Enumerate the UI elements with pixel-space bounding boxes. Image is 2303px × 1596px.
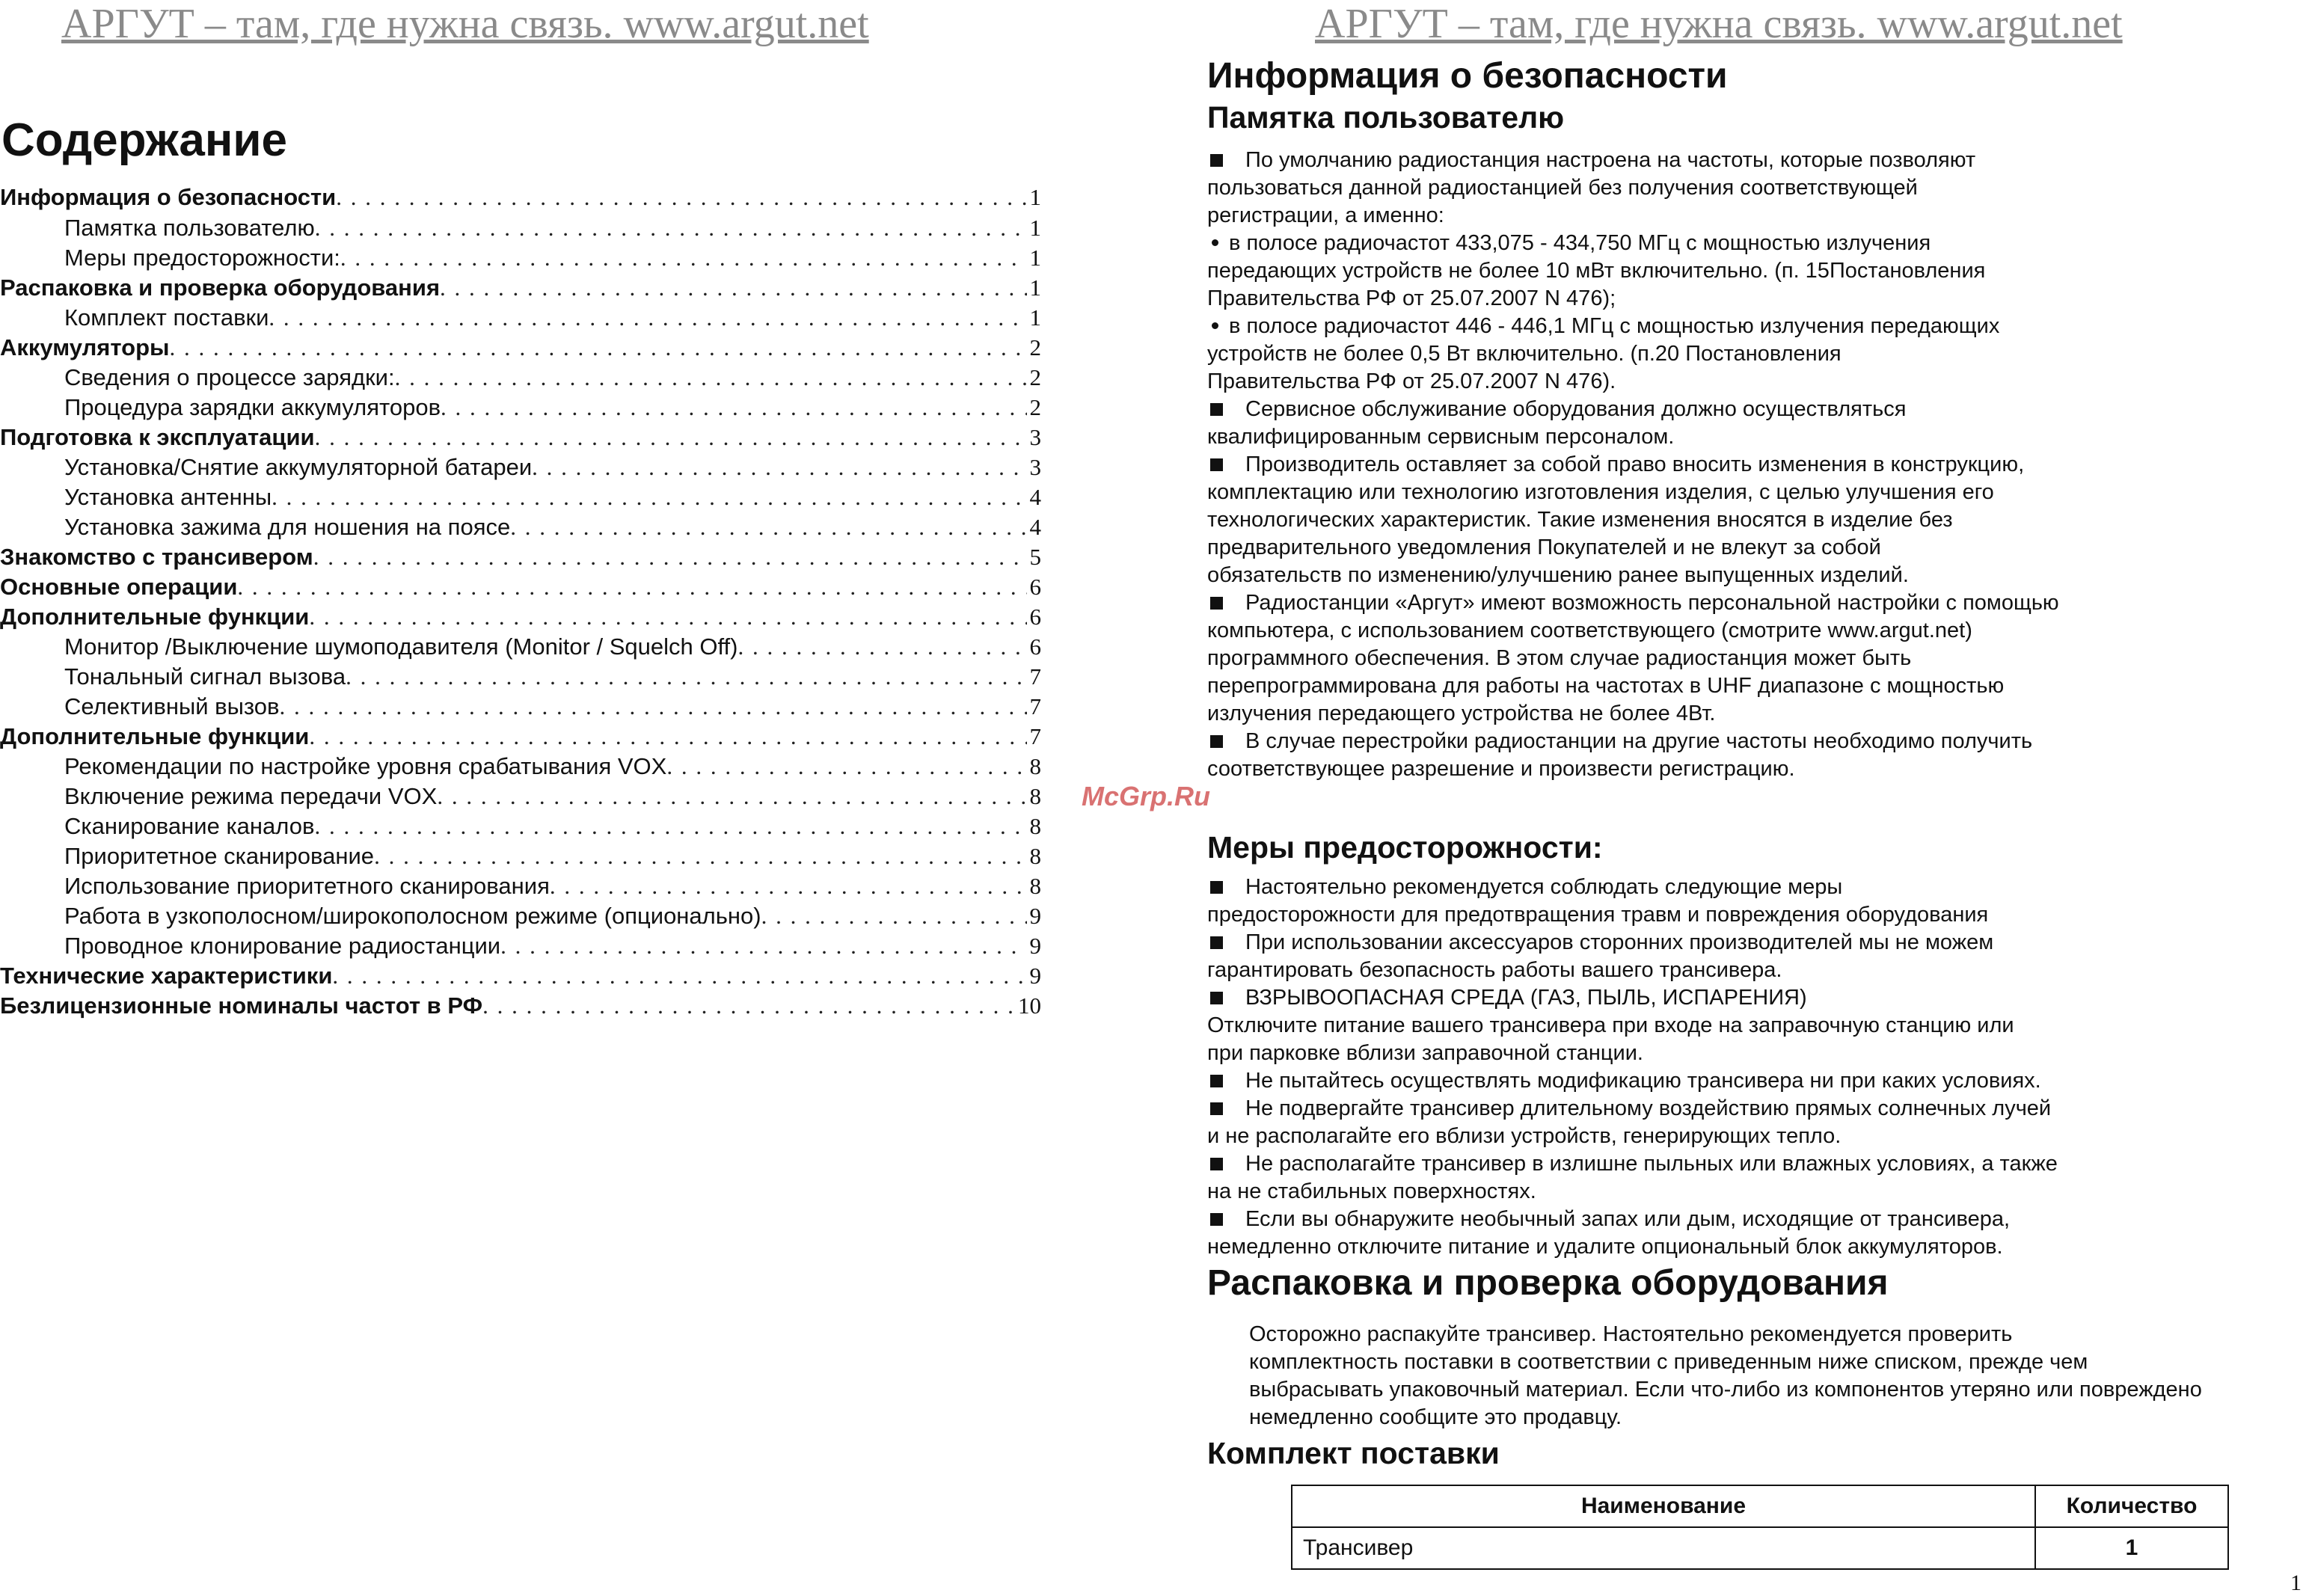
memo-text: По умолчанию радиостанция настроена на частоты, которые позволяют пользоваться данной радиостанцией без получения соответствующей регистрации, а именно: в полосе радиочастот 433,075 - 434,750 МГц с мощностью излучения передающих устройств не более 10 мВт включительно. (п. 15Постановления Правительства РФ от 25.07.2007 N 476); в полосе радиочастот 446 - 446,1 МГц с мощностью излучения передающих устройств не более 0,5 Вт включительно. (п.20 Постановления Правительства РФ от 25.07.2007 N 476). Сервисное обслуживание оборудования должно осуществляться квалифицированным сервисным персоналом. Производитель оставляет за собой право вносить изменения в конструкцию, комплектацию или технологию изготовления изделия, с целью улучшения его технологических характеристик. Такие изменения вносятся в изделие без предварительного уведомления Покупателей и не влекут за собой обязательств по изменению/улучшению ранее выпущенных изделий. Радиостанции «Аргут» имеют возможность персональной настройки с помощью компьютера, с использованием соответствующего (смотрите www.argut.net) программного обеспечения. В этом случае радиостанция может быть перепрограммирована для работы на частотах в UHF диапазоне с мощностью излучения передающего устройства не более 4Вт. В случае перестройки радиостанции на другие частоты необходимо получить соответствующее разрешение и произвести регистрацию. bbox=[1207, 148, 2059, 781]
toc-entry[interactable]: Монитор /Выключение шумоподавителя (Monitor / Squelch Off) . . . 6 bbox=[0, 633, 1041, 663]
toc-entry[interactable]: Дополнительные функции . . . 6 bbox=[0, 604, 1041, 633]
toc-entry[interactable]: Сканирование каналов . . . 8 bbox=[0, 813, 1041, 843]
header-right: АРГУТ – там, где нужна связь. www.argut.net bbox=[1315, 1, 2123, 47]
square-bullet-icon bbox=[1210, 597, 1223, 610]
toc-entry[interactable]: Знакомство с трансивером . . . 5 bbox=[0, 544, 1041, 574]
toc-entry[interactable]: Аккумуляторы . . . 2 bbox=[0, 334, 1041, 364]
toc-title: Содержание bbox=[1, 114, 287, 166]
toc-entry[interactable]: Установка антенны . . . 4 bbox=[0, 484, 1041, 514]
precautions-title: Меры предосторожности: bbox=[1207, 830, 1603, 865]
toc-entry[interactable]: Процедура зарядки аккумуляторов . . . 2 bbox=[0, 394, 1041, 424]
toc-entry[interactable]: Дополнительные функции . . . 7 bbox=[0, 723, 1041, 753]
square-bullet-icon bbox=[1210, 154, 1223, 167]
toc-entry[interactable]: Установка зажима для ношения на поясе . . . 4 bbox=[0, 514, 1041, 544]
toc-entry[interactable]: Подготовка к эксплуатации . . . 3 bbox=[0, 424, 1041, 454]
toc-entry[interactable]: Памятка пользователю . . . 1 bbox=[0, 215, 1041, 245]
square-bullet-icon bbox=[1210, 403, 1223, 416]
watermark: McGrp.Ru bbox=[1082, 781, 1211, 811]
square-bullet-icon bbox=[1210, 992, 1223, 1004]
unpacking-title: Распаковка и проверка оборудования bbox=[1207, 1263, 1889, 1303]
toc-entry[interactable]: Технические характеристики . . . 9 bbox=[0, 963, 1041, 992]
table-header-row bbox=[1292, 1485, 2228, 1527]
table-cell: 1 bbox=[2035, 1527, 2228, 1569]
toc-entry[interactable]: Меры предосторожности: . . . 1 bbox=[0, 245, 1041, 274]
column-header-quantity: Количество bbox=[2035, 1485, 2228, 1527]
square-bullet-icon bbox=[1210, 1075, 1223, 1087]
square-bullet-icon bbox=[1210, 936, 1223, 949]
kit-title: Комплект поставки bbox=[1207, 1436, 1500, 1470]
table-row bbox=[1292, 1527, 2228, 1569]
square-bullet-icon bbox=[1210, 458, 1223, 471]
square-bullet-icon bbox=[1210, 1102, 1223, 1115]
toc-entry[interactable]: Приоритетное сканирование . . . 8 bbox=[0, 843, 1041, 873]
toc-entry[interactable]: Распаковка и проверка оборудования . . . 1 bbox=[0, 274, 1041, 304]
table-cell: Трансивер bbox=[1292, 1527, 2035, 1569]
memo-title: Памятка пользователю bbox=[1207, 100, 1565, 135]
kit-table bbox=[1291, 1485, 2229, 1570]
toc-entry[interactable]: Селективный вызов . . . 7 bbox=[0, 693, 1041, 723]
square-bullet-icon bbox=[1210, 1158, 1223, 1170]
toc-entry[interactable]: Тональный сигнал вызова . . . 7 bbox=[0, 663, 1041, 693]
toc-entry[interactable]: Основные операции . . . 6 bbox=[0, 574, 1041, 604]
dot-bullet-icon bbox=[1212, 322, 1218, 329]
unpacking-text: Осторожно распакуйте трансивер. Настоятельно рекомендуется проверить комплектность поставки в соответствии с приведенным ниже списком, прежде чем выбрасывать упаковочный материал. Если что-либо из компонентов утеряно или повреждено немедленно сообщите это продавцу. bbox=[1249, 1322, 2202, 1429]
column-header-name: Наименование bbox=[1292, 1485, 2035, 1527]
toc-entry[interactable]: Включение режима передачи VOX . . . 8 bbox=[0, 783, 1041, 813]
toc-entry[interactable]: Использование приоритетного сканирования . . . 8 bbox=[0, 873, 1041, 903]
square-bullet-icon bbox=[1210, 881, 1223, 894]
toc-entry[interactable]: Рекомендации по настройке уровня срабатывания VOX . . . 8 bbox=[0, 753, 1041, 783]
toc-entry[interactable]: Работа в узкополосном/широкополосном режиме (опционально) . . . 9 bbox=[0, 903, 1041, 933]
toc-entry[interactable]: Безлицензионные номиналы частот в РФ . . . 10 bbox=[0, 992, 1041, 1022]
toc-entry[interactable]: Сведения о процессе зарядки: . . . 2 bbox=[0, 364, 1041, 394]
square-bullet-icon bbox=[1210, 1213, 1223, 1226]
safety-title: Информация о безопасности bbox=[1207, 56, 1728, 96]
header-left: АРГУТ – там, где нужна связь. www.argut.net bbox=[61, 1, 869, 47]
page-number: 1 bbox=[2290, 1571, 2302, 1595]
precautions-text: Настоятельно рекомендуется соблюдать следующие меры предосторожности для предотвращения травм и повреждения оборудования При использовании аксессуаров сторонних производителей мы не можем гарантировать безопасность работы вашего трансивера. ВЗРЫВООПАСНАЯ СРЕДА (ГАЗ, ПЫЛЬ, ИСПАРЕНИЯ) Отключите питание вашего трансивера при входе на заправочную станцию или при парковке вблизи заправочной станции. Не пытайтесь осуществлять модификацию трансивера ни при каких условиях. Не подвергайте трансивер длительному воздействию прямых солнечных лучей и не располагайте его вблизи устройств, генерирующих тепло. Не располагайте трансивер в излишне пыльных или влажных условиях, а также на не стабильных поверхностях. Если вы обнаружите необычный запах или дым, исходящие от трансивера, немедленно отключите питание и удалите опциональный блок аккумуляторов. bbox=[1207, 875, 2058, 1259]
toc-entry[interactable]: Информация о безопасности . . . 1 bbox=[0, 184, 1041, 214]
toc-entry[interactable]: Установка/Снятие аккумуляторной батареи . . . 3 bbox=[0, 454, 1041, 484]
square-bullet-icon bbox=[1210, 735, 1223, 748]
toc-entry[interactable]: Проводное клонирование радиостанции . . . 9 bbox=[0, 933, 1041, 963]
dot-bullet-icon bbox=[1212, 239, 1218, 246]
toc-entry[interactable]: Комплект поставки . . . 1 bbox=[0, 304, 1041, 334]
